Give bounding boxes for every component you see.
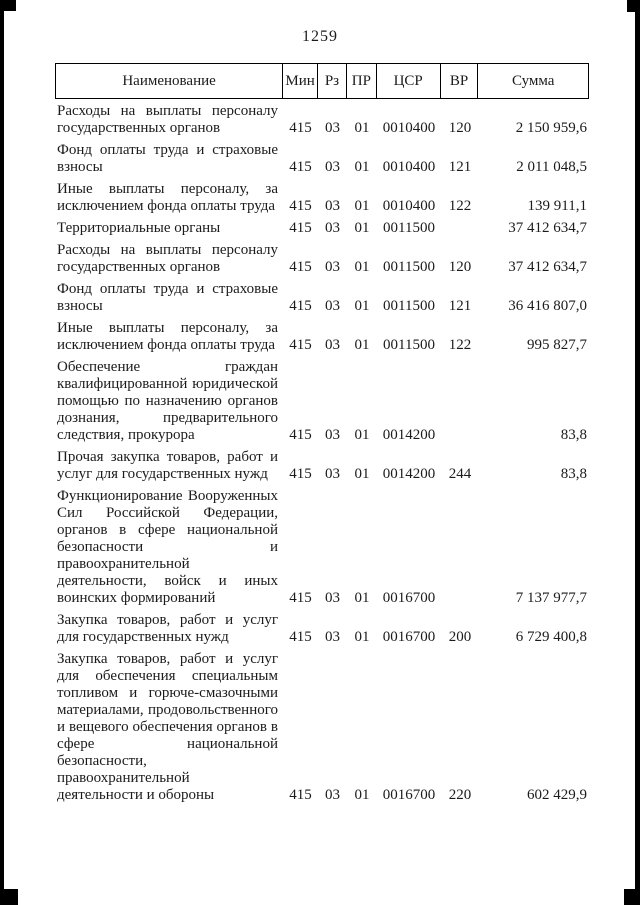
row-vr: 120 xyxy=(448,120,472,136)
row-min: 415 xyxy=(289,120,312,136)
row-name: Фонд оплаты труда и страховые взносы xyxy=(57,142,278,175)
table-row xyxy=(55,242,589,276)
row-pr: 01 xyxy=(354,590,370,606)
row-rz: 03 xyxy=(325,337,340,353)
row-name: Обеспечение граждан квалифицированной юридической помощью по назначению органов дознания, предварительного следствия, прокурора xyxy=(57,359,278,443)
table-row xyxy=(55,181,589,215)
budget-table xyxy=(55,63,589,809)
scan-artifact-top-right xyxy=(627,0,640,12)
table-row xyxy=(55,103,589,137)
row-sum: 602 429,9 xyxy=(527,787,587,803)
row-pr: 01 xyxy=(354,159,370,175)
header-name: Наименование xyxy=(56,64,283,98)
row-sum: 7 137 977,7 xyxy=(515,590,587,606)
row-csr: 0011500 xyxy=(383,298,435,314)
row-sum: 139 911,1 xyxy=(527,198,587,214)
row-name: Иные выплаты персоналу, за исключением фонда оплаты труда xyxy=(57,181,278,214)
row-rz: 03 xyxy=(325,590,340,606)
row-sum: 995 827,7 xyxy=(527,337,587,353)
table-body xyxy=(55,103,589,804)
row-csr: 0016700 xyxy=(382,787,436,803)
row-name: Закупка товаров, работ и услуг для государственных нужд xyxy=(57,612,278,645)
row-name: Территориальные органы xyxy=(57,220,221,236)
row-pr: 01 xyxy=(354,259,370,275)
row-sum: 2 150 959,6 xyxy=(515,120,587,136)
row-vr: 220 xyxy=(448,787,472,803)
row-name: Фонд оплаты труда и страховые взносы xyxy=(57,281,278,314)
row-pr: 01 xyxy=(354,787,370,803)
row-rz: 03 xyxy=(325,159,340,175)
row-csr: 0016700 xyxy=(382,590,436,606)
row-vr: 121 xyxy=(448,298,472,314)
scan-artifact-bottom-left xyxy=(0,889,18,905)
row-csr: 0011500 xyxy=(383,259,435,275)
row-name: Функционирование Вооруженных Сил Российской Федерации, органов в сфере национальной безопасности и правоохранительной деятельности, войск и иных воинских формирований xyxy=(57,488,278,606)
table-row xyxy=(55,320,589,354)
row-csr: 0010400 xyxy=(382,120,436,136)
table-row xyxy=(55,142,589,176)
table-row xyxy=(55,281,589,315)
row-pr: 01 xyxy=(354,337,370,353)
row-vr: 120 xyxy=(448,259,472,275)
row-vr: 121 xyxy=(448,159,472,175)
row-rz: 03 xyxy=(325,466,340,482)
row-pr: 01 xyxy=(354,220,370,236)
row-sum: 83,8 xyxy=(560,466,587,482)
row-min: 415 xyxy=(289,466,312,482)
row-sum: 36 416 807,0 xyxy=(508,298,587,314)
row-min: 415 xyxy=(289,787,312,803)
row-vr: 122 xyxy=(448,337,472,353)
row-min: 415 xyxy=(289,427,312,443)
row-name: Расходы на выплаты персоналу государственных органов xyxy=(57,242,278,275)
row-sum: 2 011 048,5 xyxy=(516,159,587,175)
table-row xyxy=(55,220,589,237)
row-vr: 244 xyxy=(448,466,472,482)
row-min: 415 xyxy=(289,337,312,353)
row-rz: 03 xyxy=(325,220,340,236)
row-csr: 0014200 xyxy=(382,466,436,482)
row-rz: 03 xyxy=(325,427,340,443)
row-name: Иные выплаты персоналу, за исключением фонда оплаты труда xyxy=(57,320,278,353)
row-pr: 01 xyxy=(354,298,370,314)
row-sum: 37 412 634,7 xyxy=(508,220,587,236)
row-pr: 01 xyxy=(354,120,370,136)
row-min: 415 xyxy=(289,220,312,236)
table-row xyxy=(55,359,589,444)
row-rz: 03 xyxy=(325,298,340,314)
row-min: 415 xyxy=(289,298,312,314)
header-csr: ЦСР xyxy=(377,64,441,98)
row-min: 415 xyxy=(289,629,312,645)
table-row xyxy=(55,449,589,483)
row-csr: 0011500 xyxy=(383,337,435,353)
row-sum: 83,8 xyxy=(560,427,587,443)
row-name: Закупка товаров, работ и услуг для обеспечения специальным топливом и горюче-смазочными материалами, продовольственного и вещевого обеспечения органов в сфере национальной безопасности, правоохранительной деятельности и обороны xyxy=(57,651,278,803)
row-pr: 01 xyxy=(354,427,370,443)
scan-artifact-bottom-right xyxy=(624,889,640,905)
row-pr: 01 xyxy=(354,198,370,214)
row-rz: 03 xyxy=(325,198,340,214)
row-pr: 01 xyxy=(354,466,370,482)
table-row xyxy=(55,612,589,646)
header-vr: ВР xyxy=(441,64,479,98)
table-header-row xyxy=(55,63,589,99)
header-pr: ПР xyxy=(347,64,377,98)
row-vr: 122 xyxy=(448,198,472,214)
row-name: Прочая закупка товаров, работ и услуг для государственных нужд xyxy=(57,449,278,482)
row-pr: 01 xyxy=(354,629,370,645)
row-csr: 0010400 xyxy=(382,198,436,214)
scan-artifact-right-edge xyxy=(635,0,640,905)
row-sum: 37 412 634,7 xyxy=(508,259,587,275)
table-row xyxy=(55,488,589,607)
row-csr: 0011500 xyxy=(383,220,435,236)
row-rz: 03 xyxy=(325,120,340,136)
row-csr: 0010400 xyxy=(382,159,436,175)
row-csr: 0016700 xyxy=(382,629,436,645)
row-min: 415 xyxy=(289,590,312,606)
header-min: Мин xyxy=(283,64,318,98)
table-row xyxy=(55,651,589,804)
scan-artifact-top-left xyxy=(0,0,16,11)
row-rz: 03 xyxy=(325,259,340,275)
row-min: 415 xyxy=(289,259,312,275)
row-vr: 200 xyxy=(448,629,472,645)
scan-artifact-left-edge xyxy=(0,0,4,905)
row-min: 415 xyxy=(289,198,312,214)
row-sum: 6 729 400,8 xyxy=(515,629,587,645)
row-rz: 03 xyxy=(325,787,340,803)
row-min: 415 xyxy=(289,159,312,175)
header-rz: Рз xyxy=(318,64,347,98)
header-sum: Сумма xyxy=(511,72,555,89)
row-rz: 03 xyxy=(325,629,340,645)
row-csr: 0014200 xyxy=(382,427,436,443)
page-number: 1259 xyxy=(302,28,338,45)
row-name: Расходы на выплаты персоналу государственных органов xyxy=(57,103,278,136)
